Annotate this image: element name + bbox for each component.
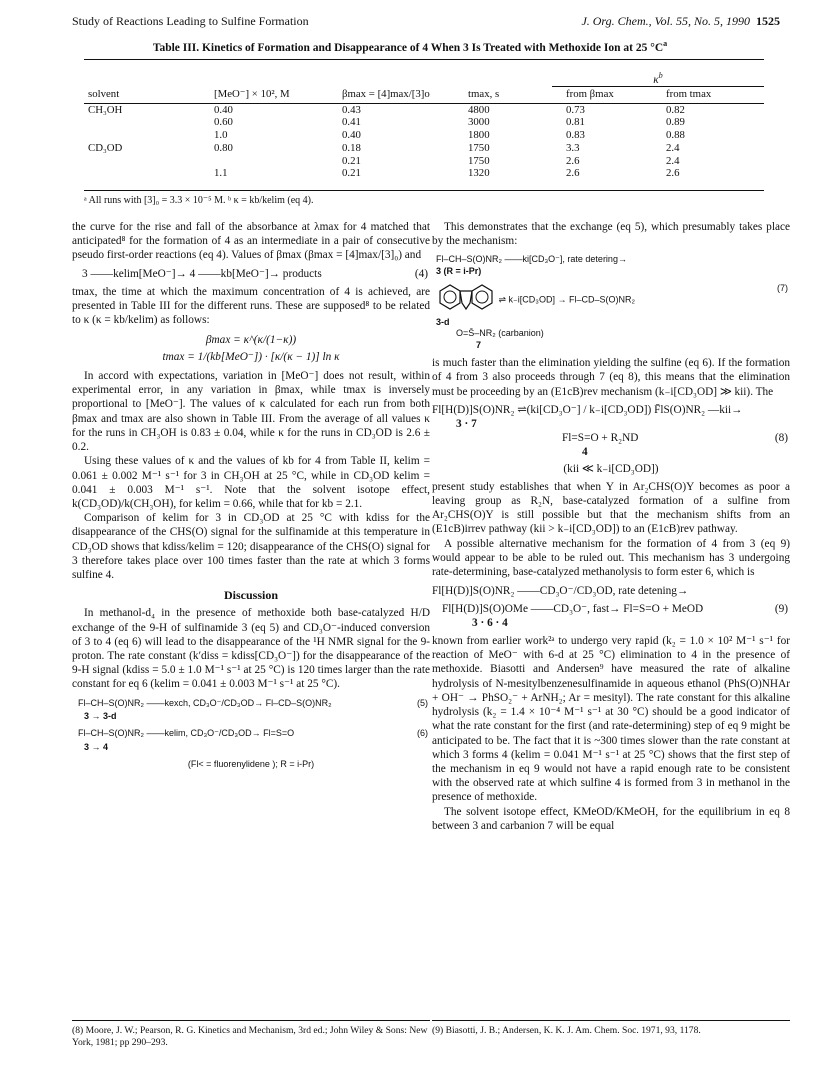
page-number: 1525 bbox=[756, 14, 780, 28]
left-column bbox=[72, 220, 430, 770]
table-row bbox=[84, 167, 764, 180]
equation-5-labels: 3 → 3-d bbox=[84, 711, 117, 721]
table-row bbox=[84, 155, 764, 168]
equation-7-label-7: 7 bbox=[476, 339, 482, 350]
table-bottom-rule bbox=[84, 190, 764, 191]
cell: 0.43 bbox=[342, 103, 361, 116]
cell: 0.89 bbox=[666, 116, 685, 129]
paragraph: known from earlier work²ᵃ to undergo very rapid (k₂ = 1.0 × 10² M⁻¹ s⁻¹ for reaction of MeO⁻ with 6-d at 25 °C) elimination to 4 in the presence of methoxide. Biasotti and Andersen⁹ have measured the rate of alkaline hydrolysis of N-mesitylbenzenesulfinamide in aqueous ethanol (PhS(O)NHAr + OH⁻ → PhSO₂⁻ + ArNH₂; Ar = mesityl). The rate constant for this alkaline hydrolysis (k₂ = 1.4 × 10⁻⁴ M⁻¹ s⁻¹ at 30 °C) should be a good indicator of what the rate constant for the first (and rate-determining) step of eq 9 might be anticipated to be. The fact that it is ~300 times slower than the rate constant at which 3 forms 4 (kelim = 0.041 M⁻¹ s⁻¹ at 25 °C) shows that the first step of the mechanism in eq 9 would not have a rapid enough rate to be consistent with the observed rate at which sulfine 4 is formed from 3 in methanol in the presence of methoxide. bbox=[432, 635, 790, 804]
table-row bbox=[84, 103, 764, 116]
journal-citation bbox=[581, 14, 780, 29]
cell: 1320 bbox=[468, 167, 490, 180]
cell: 1750 bbox=[468, 141, 490, 154]
table-caption bbox=[0, 41, 820, 55]
paragraph: This demonstrates that the exchange (eq 5), which presumably takes place by the mechanism: bbox=[432, 221, 790, 248]
cell: 2.4 bbox=[666, 141, 680, 154]
equation-8-products bbox=[562, 431, 790, 445]
cell: 2.6 bbox=[566, 154, 580, 167]
kappa-symbol: κ bbox=[653, 74, 659, 86]
paragraph: Using these values of κ and the values of kb for 4 from Table II, kelim = 0.061 ± 0.002 M⁻¹ s⁻¹ for 3 in CH₃OH at 25 °C, while in CD₃OD kelim = 0.041 ± 0.003 M⁻¹ s⁻¹. Note that the solvent isotope effect, k(CD₃OD)/k(CH₃OH), for kelim = 0.66, while that for kb = 2.1. bbox=[72, 455, 430, 510]
cell: 0.83 bbox=[566, 129, 585, 142]
cell: 4800 bbox=[468, 103, 490, 116]
equation-number: (7) bbox=[777, 283, 788, 294]
cell: 0.82 bbox=[666, 103, 685, 116]
equation-8-condition: (kii ≪ k₋i[CD₃OD]) bbox=[563, 462, 659, 475]
equation-7-carbanion: O=S̄–NR₂ (carbanion) bbox=[456, 328, 544, 339]
equation-number: (4) bbox=[414, 267, 428, 280]
paragraph: The solvent isotope effect, KMeOD/KMeOH, for the equilibrium in eq 8 between 3 and carbanion 7 will be equal bbox=[432, 805, 790, 832]
col-from-beta: from βmax bbox=[566, 88, 614, 100]
equation-8 bbox=[432, 403, 790, 417]
fluorenylidene-definition: (Fl< = fluorenylidene ); R = i-Pr) bbox=[187, 758, 315, 769]
kinetics-table bbox=[84, 88, 764, 180]
col-solvent: solvent bbox=[88, 88, 120, 100]
col-tmax: tmax, s bbox=[468, 88, 500, 100]
fluorene-ring-icon bbox=[436, 283, 496, 317]
equation-text: Fl–CH–S(O)NR₂ ——kexch, CD₃O⁻/CD₃OD→ Fl–CD–S(O)NR₂ bbox=[78, 697, 332, 708]
cell: 2.6 bbox=[566, 167, 580, 180]
table-footnote: ᵃ All runs with [3]₀ = 3.3 × 10⁻⁵ M. ᵇ κ = kb/kelim (eq 4). bbox=[84, 195, 314, 206]
journal-name: J. Org. Chem., Vol. 55, No. 5, 1990 bbox=[581, 14, 750, 28]
paragraph: Comparison of kelim for 3 in CD₃OD at 25 °C with kdiss for the disappearance of the CHS(O) signal for the sulfinamide at this temperature in CD₃OD shows that kdiss/kelim = 120; disappearance of the CHS(O) signal for 3 therefore takes place over 100 times faster than the rate at which 3 forms sulfine 4. bbox=[72, 512, 430, 582]
cell: 3.3 bbox=[566, 141, 580, 154]
table-row bbox=[84, 116, 764, 129]
cell: 0.40 bbox=[214, 103, 233, 116]
cell: 1800 bbox=[468, 129, 490, 142]
table-header-row bbox=[84, 88, 764, 103]
cell: 1.1 bbox=[214, 167, 228, 180]
reference-8: (8) Moore, J. W.; Pearson, R. G. Kinetics and Mechanism, 3rd ed.; John Wiley & Sons: New York, 1981; pp 290–293. bbox=[72, 1025, 428, 1048]
cell bbox=[84, 155, 210, 168]
paragraph: the curve for the rise and fall of the absorbance at λmax for 4 matched that anticipated⁸ for the formation of 4 as an intermediate in a pair of consecutive pseudo first-order reactions (eq 4). Values of βmax (βmax = [4]max/[3]₀) and bbox=[72, 221, 430, 262]
equation-7 bbox=[436, 283, 790, 317]
equation-9-labels: 3 · 6 · 4 bbox=[472, 616, 508, 629]
cell bbox=[84, 116, 210, 129]
table-top-rule bbox=[84, 59, 764, 60]
kappa-header bbox=[552, 73, 764, 87]
equation-number: (5) bbox=[417, 697, 428, 708]
equation-6-labels: 3 → 4 bbox=[84, 741, 109, 752]
equation-text: 3 ——kelim[MeO⁻]→ 4 ——kb[MeO⁻]→ products bbox=[82, 267, 322, 280]
col-meo: [MeO⁻] × 10², M bbox=[214, 88, 290, 100]
equation-8-label-4: 4 bbox=[582, 446, 588, 459]
cell: 0.21 bbox=[342, 167, 361, 180]
paragraph: In methanol-d₄ in the presence of methoxide both base-catalyzed H/D exchange of the 9-H of sulfinamide 3 (eq 5) and CD₃O⁻-induced conversion of 3 to 4 (eq 6) will lead to the disappearance of the ¹H NMR signal for the 9-proton. The rate constant (k′diss = kdiss[CD₃O⁻]) for the disappearance of the 9-H signal (kdiss = 5.0 ± 1.0 M⁻¹ s⁻¹ at 25 °C) is 120 times larger than the rate constant for eq 6 (kelim = 0.041 ± 0.003 M⁻¹ s⁻¹ at 25 °C). bbox=[72, 607, 430, 691]
kappa-sup: b bbox=[658, 71, 663, 81]
cell: 0.81 bbox=[566, 116, 585, 129]
cell: 0.18 bbox=[342, 141, 361, 154]
equation-7-label-3: 3 (R = i-Pr) bbox=[436, 265, 482, 276]
cell: 1750 bbox=[468, 154, 490, 167]
equation-number: (6) bbox=[417, 728, 428, 739]
section-heading: Discussion bbox=[223, 588, 279, 603]
cell: 2.4 bbox=[666, 154, 680, 167]
running-title: Study of Reactions Leading to Sulfine Formation bbox=[72, 14, 309, 28]
col-beta: βmax = [4]max/[3]o bbox=[342, 88, 430, 100]
cell bbox=[84, 129, 210, 142]
equation-text: Fl=S=O + R₂ND bbox=[562, 432, 639, 445]
equation-text: Fl[H(D)]S(O)OMe ——CD₃O⁻, fast→ Fl=S=O + MeOD bbox=[442, 602, 704, 615]
table-caption-sup: a bbox=[663, 39, 668, 49]
cell: 0.80 bbox=[214, 141, 233, 154]
reference-9: (9) Biasotti, J. B.; Andersen, K. K. J. Am. Chem. Soc. 1971, 93, 1178. bbox=[432, 1025, 701, 1036]
equation-6 bbox=[78, 728, 430, 739]
equation-beta: βmax = κ^(κ/(1−κ)) bbox=[205, 333, 297, 346]
cell: 0.21 bbox=[342, 154, 361, 167]
equation-text: Fl–CH–S(O)NR₂ ——kelim, CD₃O⁻/CD₃OD→ Fl=S=O bbox=[78, 728, 295, 739]
equation-text: ⇌ k₋i[CD₃OD] → Fl–CD–S(O)NR₂ bbox=[498, 294, 635, 305]
equation-4 bbox=[82, 267, 430, 281]
cell: 0.60 bbox=[214, 116, 233, 129]
cell: CD₃OD bbox=[88, 141, 123, 154]
equation-text: Fl[H(D)]S(O)NR₂ ⇌(ki[CD₃O⁻] / k₋i[CD₃OD]) F̄lS(O)NR₂ —kii→ bbox=[432, 403, 743, 416]
footnote-rule-left bbox=[72, 1020, 430, 1021]
equation-tmax: tmax = 1/(kb[MeO⁻]) · [κ/(κ − 1)] ln κ bbox=[162, 350, 340, 363]
equation-9-step1: Fl[H(D)]S(O)NR₂ ——CD₃O⁻/CD₃OD, rate detening→ bbox=[432, 585, 689, 598]
cell: 2.6 bbox=[666, 167, 680, 180]
paragraph: In accord with expectations, variation in [MeO⁻] does not result, within experimental error, in any variation in βmax, while tmax is inversely proportional to [MeO⁻]. The values of κ calculated for each run from both βmax and tmax are also shown in Table III. From the average of all values κ for the runs in CH₃OH is 0.83 ± 0.04, while κ for the runs in CD₃OD is 2.6 ± 0.2. bbox=[72, 369, 430, 454]
paragraph: is much faster than the elimination yielding the sulfine (eq 6). If the formation of 4 from 3 also proceeds through 7 (eq 8), this means that the elimination must be proceeding by an (E1cB)rev mechanism (k₋i[CD₃OD] ≫ kii). The bbox=[432, 357, 790, 398]
table-row bbox=[84, 129, 764, 142]
cell: 0.73 bbox=[566, 103, 585, 116]
cell: 0.41 bbox=[342, 116, 361, 129]
footnote-rule-right bbox=[432, 1020, 790, 1021]
cell: 0.88 bbox=[666, 129, 685, 142]
paragraph: tmax, the time at which the maximum concentration of 4 is achieved, are presented in Table III for the different runs. These are supposed⁸ to be related to κ (κ = kb/kelim) as follows: bbox=[72, 285, 430, 327]
equation-7-step1: Fl–CH–S(O)NR₂ ——ki[CD₃O⁻], rate detering→ bbox=[436, 254, 627, 265]
cell: 1.0 bbox=[214, 129, 228, 142]
paragraph: present study establishes that when Y in Ar₂CHS(O)Y becomes as poor a leaving group as R₂N, base-catalyzed formation of a sulfine from Ar₂CHS(O)Y is still possible but that the mechanism shifts from an (E1cB)irrev pathway (kii > k₋i[CD₃OD]) to an (E1cB)rev pathway. bbox=[432, 480, 790, 536]
cell bbox=[210, 155, 338, 168]
cell: 0.40 bbox=[342, 129, 361, 142]
paragraph: A possible alternative mechanism for the formation of 4 from 3 (eq 9) would appear to be able to be ruled out. This mechanism has 3 undergoing rate-determining, base-catalyzed methanolysis to form ester 6, which is bbox=[432, 537, 790, 579]
equation-number: (9) bbox=[774, 602, 788, 615]
equation-9 bbox=[442, 602, 790, 616]
equation-8-labels: 3 · 7 bbox=[456, 417, 477, 430]
table-row bbox=[84, 142, 764, 155]
equation-number: (8) bbox=[774, 432, 788, 445]
cell: 3000 bbox=[468, 116, 490, 129]
col-from-tmax: from tmax bbox=[666, 88, 712, 100]
cell bbox=[84, 167, 210, 180]
table-caption-text: Table III. Kinetics of Formation and Disappearance of 4 When 3 Is Treated with Methoxide Ion at 25 °C bbox=[152, 42, 664, 54]
cell: CH₃OH bbox=[88, 103, 123, 116]
equation-5 bbox=[78, 698, 430, 709]
equation-7-label-3d: 3-d bbox=[436, 317, 450, 328]
right-column bbox=[432, 220, 790, 833]
